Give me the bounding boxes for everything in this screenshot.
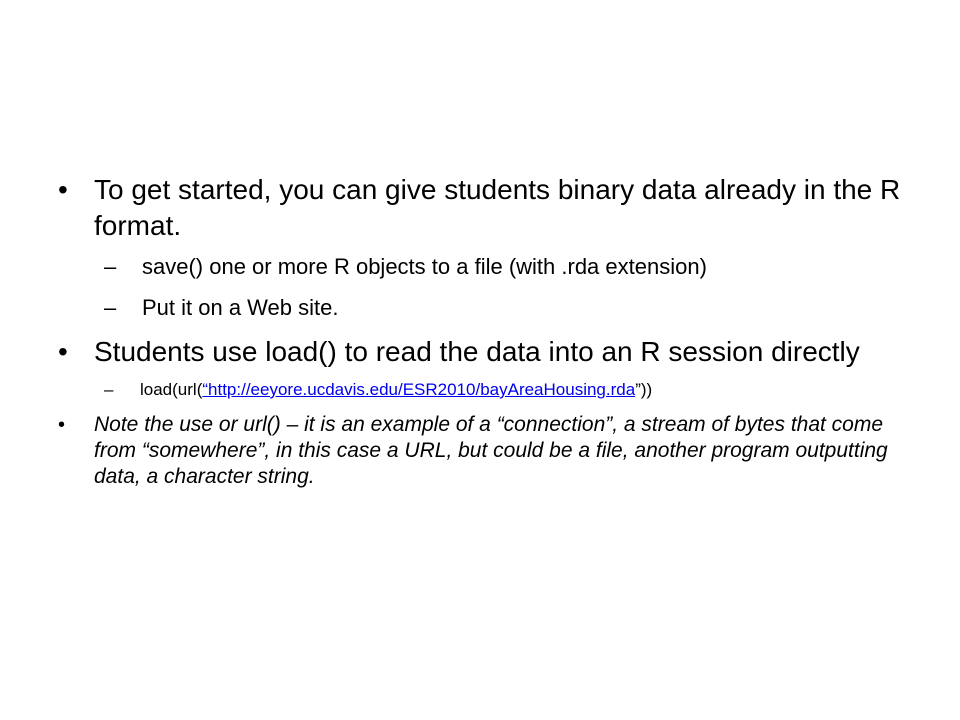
sub-bullet-load-url: [58, 378, 918, 402]
bullet-note-connection: [58, 412, 918, 490]
bullet-marker: •: [58, 336, 68, 367]
bullet-load: [58, 334, 918, 370]
dash-marker: –: [104, 254, 117, 279]
bullet-text: Students use load() to read the data into an R session directly: [94, 336, 860, 367]
bullet-text: To get started, you can give students binary data already in the R format.: [94, 174, 901, 241]
code-prefix: load(url(: [140, 380, 203, 399]
sub-bullet-website: [58, 293, 918, 322]
bullet-get-started: [58, 172, 918, 244]
bullet-marker: •: [58, 414, 66, 436]
code-suffix: ”)): [635, 380, 653, 399]
note-text: Note the use or url() – it is an example of a “connection”, a stream of bytes that come from “somewhere”, in this case a URL, but could be a file, another program outputting data, a character string.: [94, 413, 888, 488]
dash-marker: –: [104, 380, 114, 399]
data-url-link[interactable]: “http://eeyore.ucdavis.edu/ESR2010/bayAreaHousing.rda: [202, 380, 636, 399]
slide-body: [58, 172, 918, 490]
sub-bullet-text: Put it on a Web site.: [142, 295, 339, 320]
dash-marker: –: [104, 295, 117, 320]
sub-bullet-text: save() one or more R objects to a file (with .rda extension): [142, 254, 707, 279]
bullet-marker: •: [58, 174, 68, 205]
sub-bullet-save: [58, 252, 918, 281]
